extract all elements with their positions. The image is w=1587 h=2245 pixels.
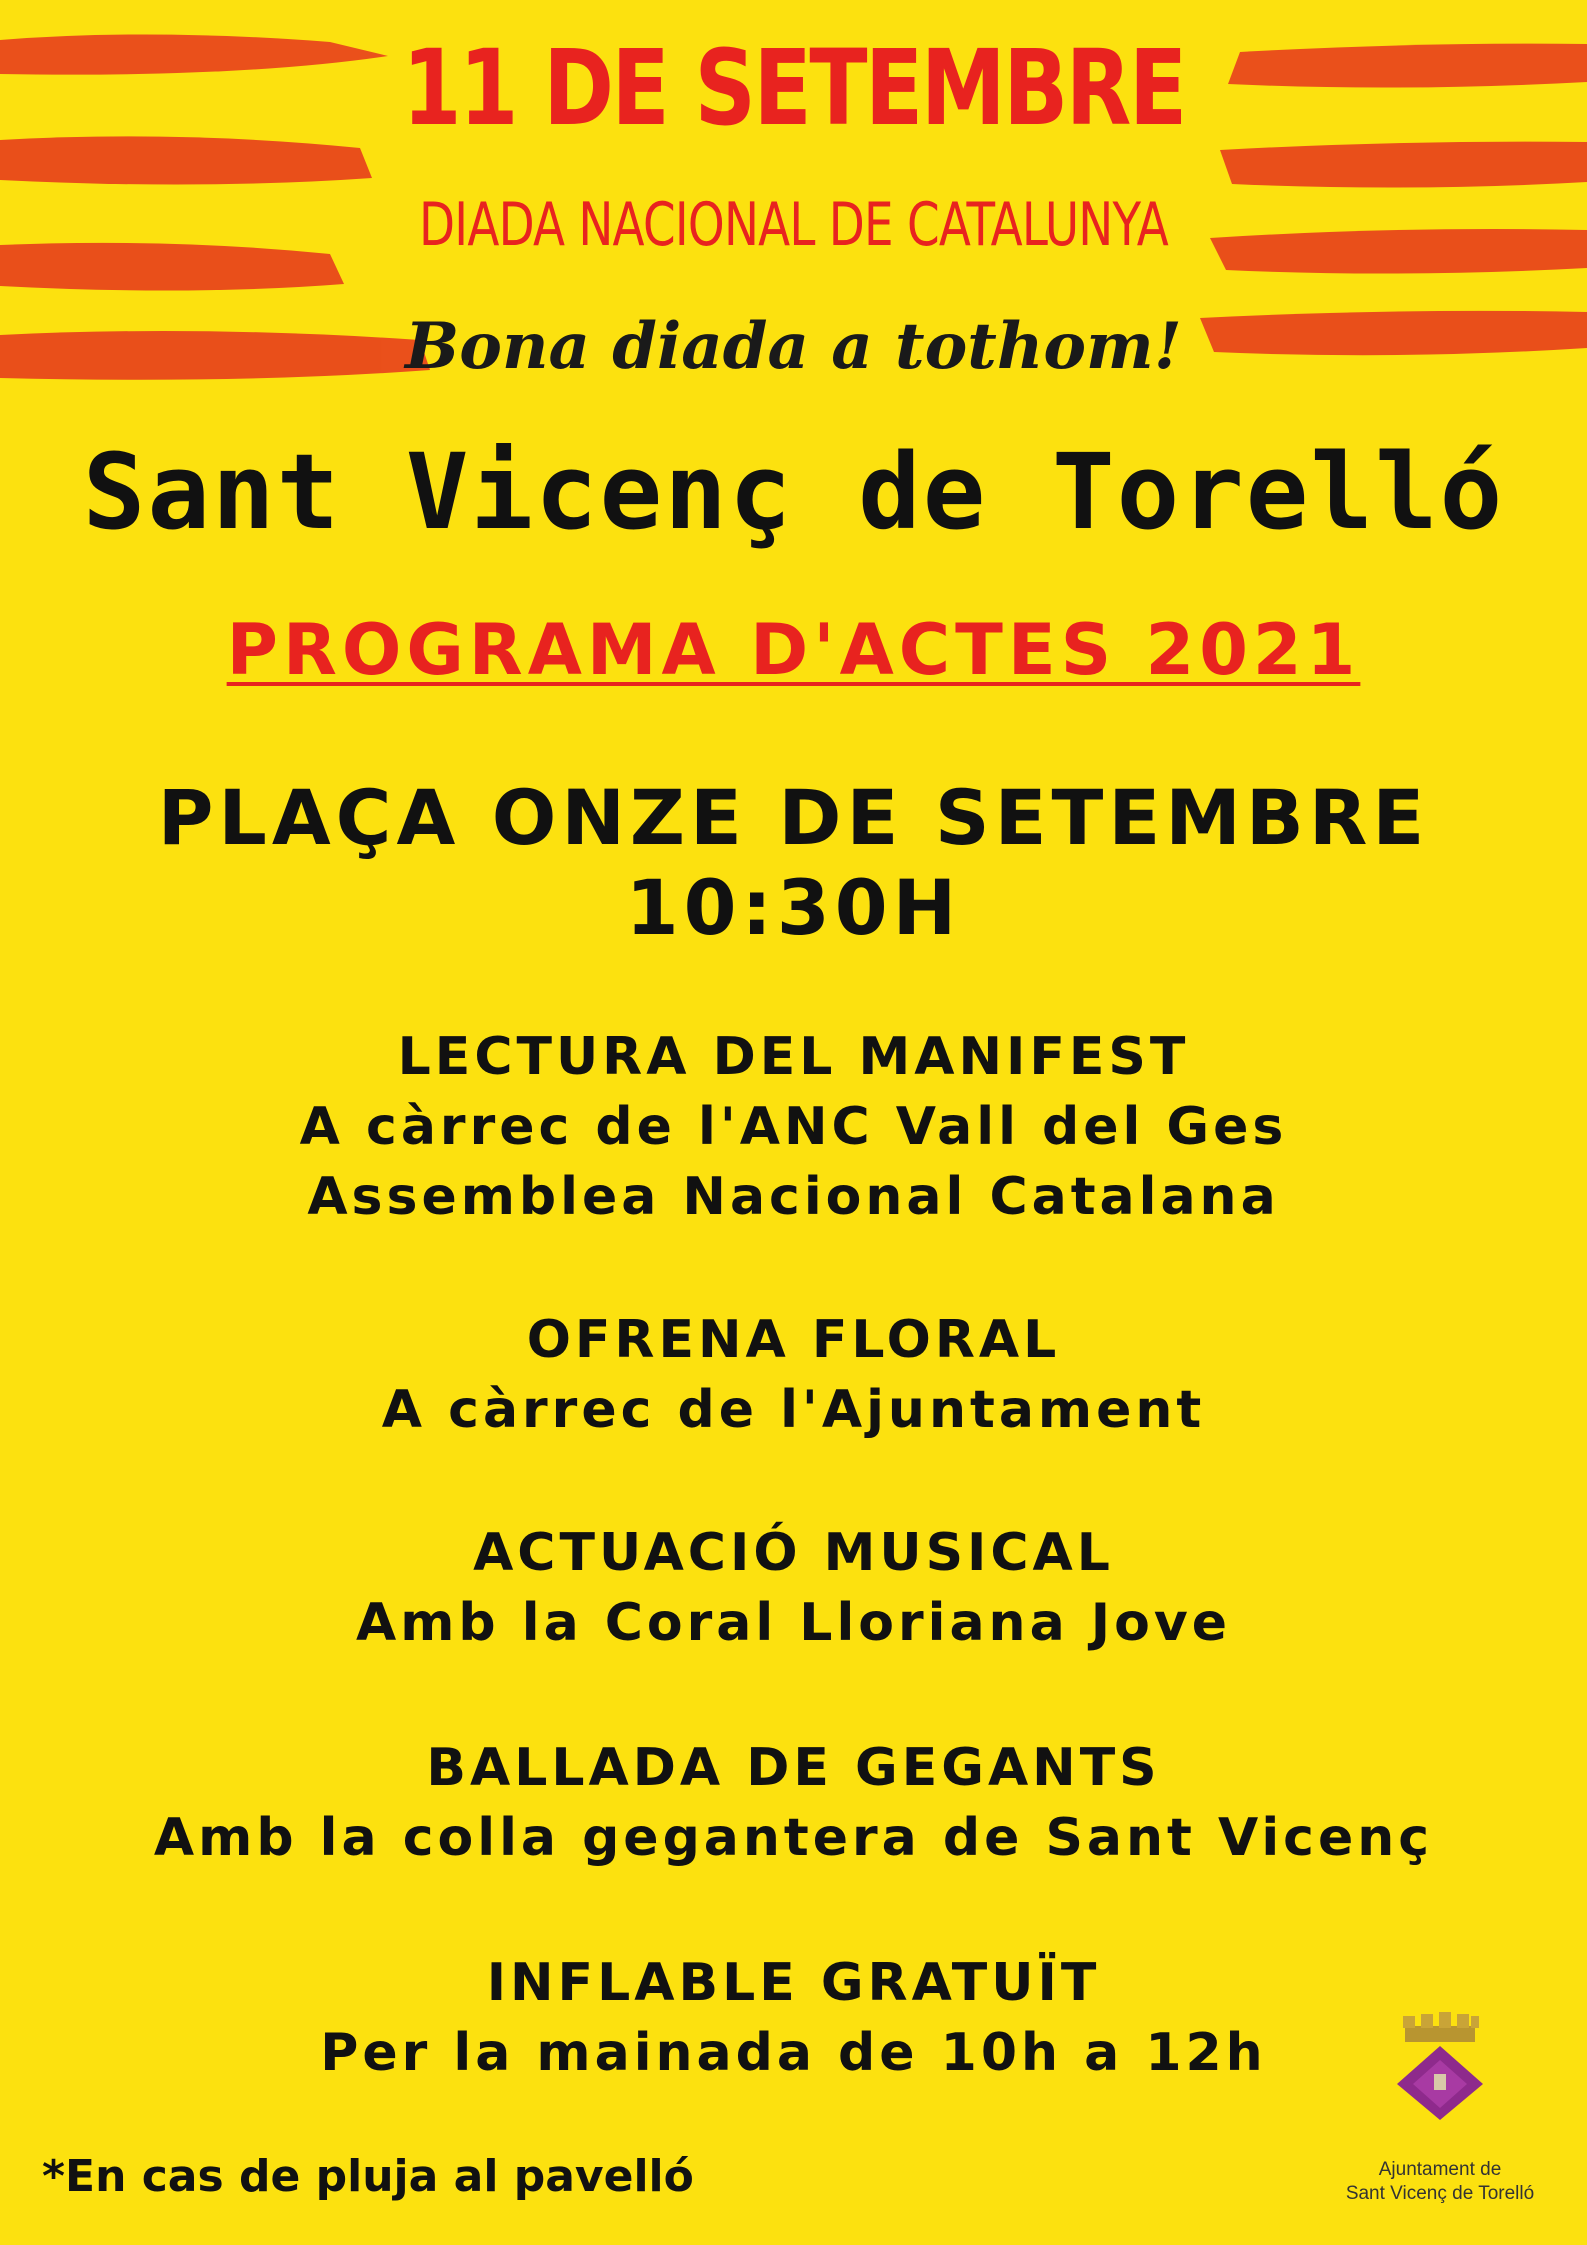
crest-caption-line2: Sant Vicenç de Torelló [1345, 2182, 1535, 2204]
event-title: BALLADA DE GEGANTS [426, 1738, 1161, 1798]
event-item [0, 1948, 1587, 2088]
event-detail: A càrrec de l'Ajuntament [381, 1380, 1206, 1440]
event-detail: Amb la Coral Lloriana Jove [355, 1593, 1231, 1653]
rain-footnote: *En cas de pluja al pavelló [42, 2151, 694, 2202]
program-title [0, 609, 1587, 691]
location-place: PLAÇA ONZE DE SETEMBRE [157, 773, 1430, 862]
crest-caption-line1: Ajuntament de [1378, 2159, 1502, 2180]
location-time: 10:30H [625, 863, 962, 952]
headline-subtitle: DIADA NACIONAL DE CATALUNYA [419, 190, 1168, 260]
event-item [0, 1022, 1587, 1232]
town-name: Sant Vicenç de Torelló [82, 431, 1505, 553]
event-title: OFRENA FLORAL [526, 1310, 1061, 1370]
event-title: LECTURA DEL MANIFEST [397, 1027, 1190, 1087]
event-item [0, 1305, 1587, 1445]
headline-date: 11 DE SETEMBRE [402, 27, 1185, 149]
event-detail: A càrrec de l'ANC Vall del Ges [299, 1097, 1288, 1157]
event-detail: Per la mainada de 10h a 12h [320, 2023, 1267, 2083]
event-title: ACTUACIÓ MUSICAL [473, 1523, 1114, 1583]
municipal-crest-icon [1395, 2012, 1485, 2122]
event-title: INFLABLE GRATUÏT [486, 1953, 1101, 2013]
greeting: Bona diada a tothom! [405, 309, 1182, 384]
event-detail: Amb la colla gegantera de Sant Vicenç [153, 1808, 1434, 1868]
crest-caption [1300, 2158, 1580, 2206]
program-title-text: PROGRAMA D'ACTES 2021 [226, 609, 1361, 691]
event-item [0, 1518, 1587, 1658]
event-item [0, 1733, 1587, 1873]
event-detail: Assemblea Nacional Catalana [307, 1167, 1280, 1227]
